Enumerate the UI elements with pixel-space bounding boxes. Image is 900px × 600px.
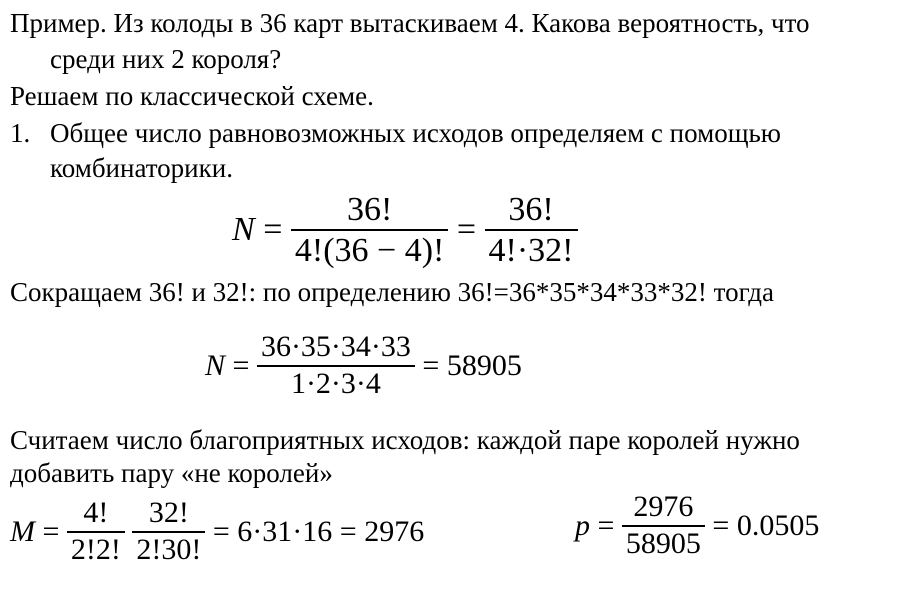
formula-m-result: = 6·31·16 = 2976 xyxy=(212,514,425,548)
step-1-number: 1. xyxy=(10,118,31,148)
formula-n-fraction-2-numerator: 36! xyxy=(508,191,554,228)
formula-n-fraction-2-denominator: 4!·32! xyxy=(488,232,574,270)
formula-m-fraction-1-denominator: 2!2! xyxy=(70,532,121,566)
problem-line-1: Пример. Из колоды в 36 карт вытаскиваем 4. Какова вероятность, что xyxy=(10,8,810,38)
formula-n2-result: = 58905 xyxy=(422,348,522,382)
formula-p xyxy=(575,490,819,561)
favorable-line-2: добавить пару «не королей» xyxy=(10,458,333,488)
formula-p-var: p xyxy=(575,508,590,542)
formula-p-equals: = xyxy=(597,508,615,542)
problem-line-2: среди них 2 короля? xyxy=(50,44,282,74)
formula-n-result xyxy=(205,330,522,401)
step-1-line-2: комбинаторики. xyxy=(50,153,233,183)
formula-n2-fraction xyxy=(257,330,415,401)
formula-n-var: N xyxy=(232,211,255,249)
formula-n2-var: N xyxy=(205,348,226,382)
formula-m-fraction-1-numerator: 4! xyxy=(83,496,109,529)
reduce-line: Сокращаем 36! и 32!: по определению 36!=36*35*34*33*32! тогда xyxy=(10,277,775,307)
formula-n-fraction-2 xyxy=(485,190,578,270)
formula-p-numerator: 2976 xyxy=(633,490,694,523)
formula-m xyxy=(10,496,424,567)
formula-m-fraction-1 xyxy=(67,496,125,567)
method-line: Решаем по классической схеме. xyxy=(10,81,374,111)
formula-n-equals: = xyxy=(263,211,283,249)
formula-m-equals: = xyxy=(42,514,60,548)
formula-n2-numerator: 36·35·34·33 xyxy=(260,330,411,363)
formula-n-fraction-1 xyxy=(291,190,448,270)
favorable-line-1: Считаем число благоприятных исходов: каждой паре королей нужно xyxy=(10,425,800,455)
formula-n-combinations xyxy=(232,190,578,270)
formula-n-equals-2: = xyxy=(456,211,477,249)
formula-m-var: M xyxy=(10,514,35,548)
formula-m-fraction-2 xyxy=(132,496,205,567)
formula-n2-equals: = xyxy=(232,348,250,382)
formula-m-fraction-2-numerator: 32! xyxy=(148,496,189,529)
formula-m-fraction-2-denominator: 2!30! xyxy=(136,532,202,566)
formula-p-result: = 0.0505 xyxy=(712,508,820,542)
formula-n-fraction-1-denominator: 4!(36 − 4)! xyxy=(294,232,445,270)
formula-n-fraction-1-numerator: 36! xyxy=(346,191,393,228)
step-1-line-1: Общее число равновозможных исходов определяем с помощью xyxy=(50,118,781,148)
formula-p-denominator: 58905 xyxy=(625,526,701,560)
formula-n2-denominator: 1·2·3·4 xyxy=(290,366,381,400)
formula-p-fraction xyxy=(622,490,705,561)
